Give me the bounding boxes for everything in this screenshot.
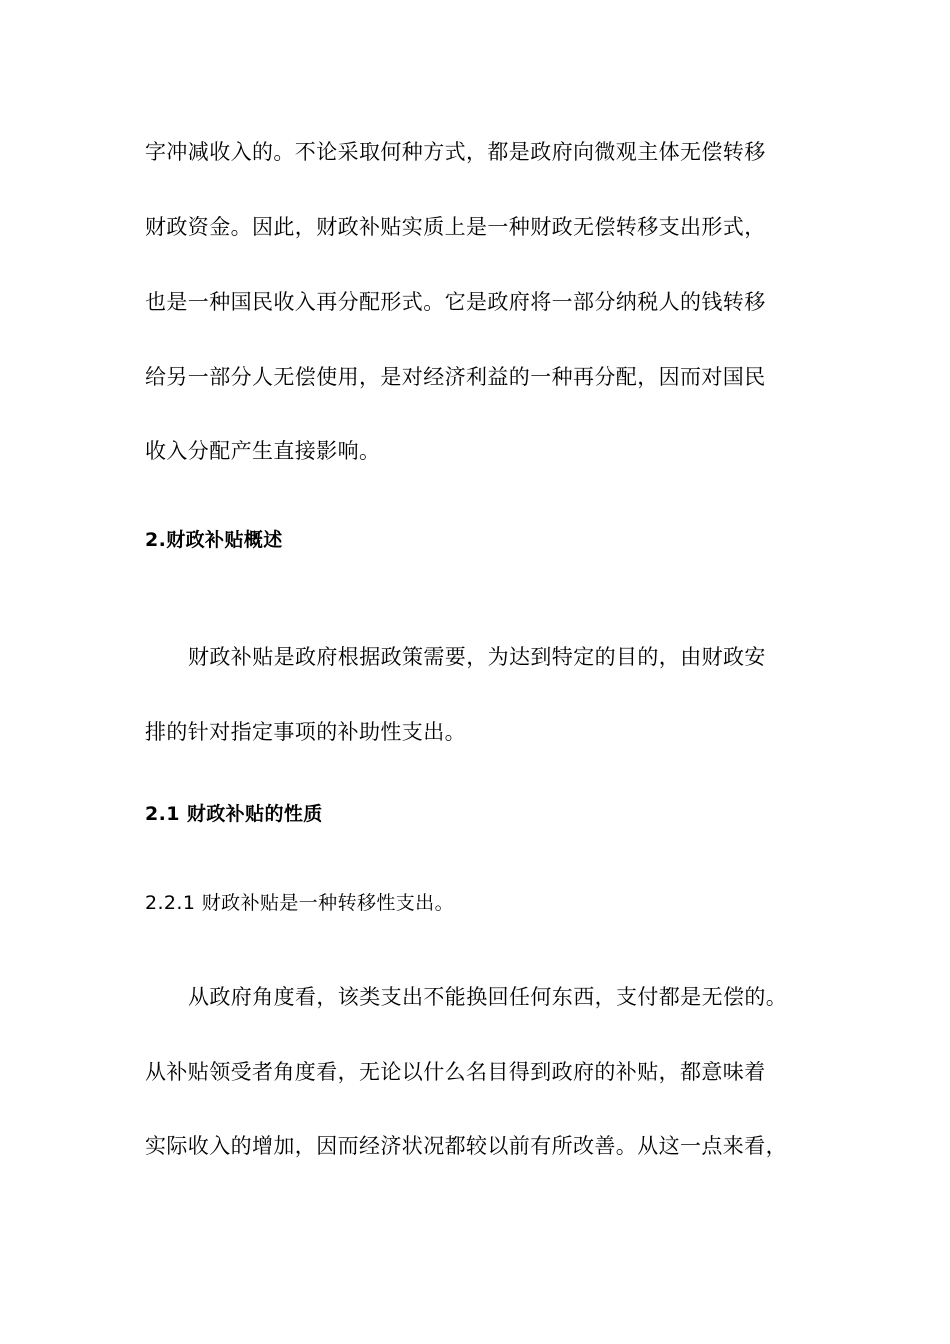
body-text-line: 也是一种国民收入再分配形式。它是政府将一部分纳税人的钱转移 — [145, 290, 766, 314]
section-heading: 2.1 财政补贴的性质 — [145, 803, 323, 825]
body-text-line: 实际收入的增加，因而经济状况都较以前有所改善。从这一点来看， — [145, 1134, 787, 1158]
section-heading: 2.财政补贴概述 — [145, 529, 283, 551]
body-text-line: 排的针对指定事项的补助性支出。 — [145, 720, 466, 744]
body-text-line: 从政府角度看，该类支出不能换回任何东西，支付都是无偿的。 — [188, 985, 788, 1009]
body-text-line: 收入分配产生直接影响。 — [145, 439, 381, 463]
body-text-line: 财政补贴是政府根据政策需要，为达到特定的目的，由财政安 — [188, 645, 766, 669]
body-text-line: 从补贴领受者角度看，无论以什么名目得到政府的补贴，都意味着 — [145, 1060, 766, 1084]
body-text-line: 财政资金。因此，财政补贴实质上是一种财政无偿转移支出形式， — [145, 215, 766, 239]
subsection-heading: 2.2.1 财政补贴是一种转移性支出。 — [145, 892, 454, 914]
body-text-line: 字冲减收入的。不论采取何种方式，都是政府向微观主体无偿转移 — [145, 140, 766, 164]
body-text-line: 给另一部分人无偿使用，是对经济利益的一种再分配，因而对国民 — [145, 365, 766, 389]
